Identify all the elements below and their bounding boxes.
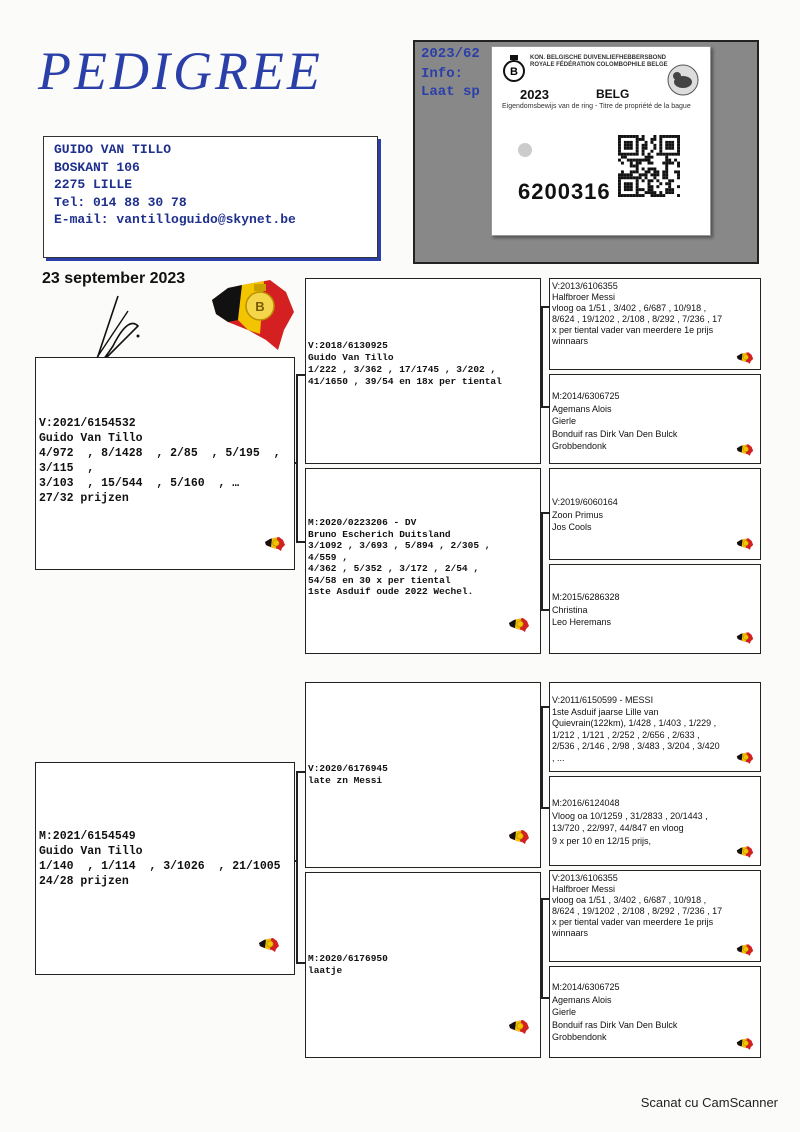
owner-name: GUIDO VAN TILLO (54, 142, 172, 157)
pedigree-box-sire (35, 357, 295, 570)
ring-number: V:2019/6060164 (552, 497, 618, 507)
connector-line (541, 306, 543, 407)
breeder: Leo Heremans (552, 617, 612, 627)
ring-number: M:2014/6306725 (552, 982, 620, 992)
connector-line (541, 609, 549, 611)
connector-line (541, 512, 549, 514)
belgium-flag-icon (736, 443, 754, 457)
connector-line (541, 706, 549, 708)
results-line: 1/212 , 1/121 , 2/252 , 2/656 , 2/633 , (552, 729, 700, 740)
results-line: 3/1092 , 3/693 , 5/894 , 2/305 , (308, 540, 491, 551)
results-line: , ... (552, 752, 565, 763)
card-year: 2023 (520, 87, 549, 102)
results-line: 54/58 en 30 x per tiental (308, 574, 451, 586)
card-property-text: Eigendomsbewijs van de ring - Titre de propriété de la bague (502, 103, 691, 110)
ring-card-photo (413, 40, 759, 264)
ring-number: V:2020/6176945 (308, 763, 388, 774)
belgium-flag-icon (736, 1037, 754, 1051)
connector-line (541, 706, 543, 808)
connector-line (541, 306, 549, 308)
results-line: 13/720 , 22/997, 44/847 en vloog (552, 823, 684, 833)
belgium-flag-icon (264, 536, 286, 552)
breeder-town: Gierle (552, 416, 577, 426)
ring-number: M:2014/6306725 (552, 391, 620, 401)
results-line: winnaars (552, 336, 589, 346)
results-line: 8/624 , 19/1202 , 2/108 , 8/292 , 7/236 , 17 (552, 906, 723, 916)
pigeon-note: Bonduif ras Dirk Van Den Bulck (552, 428, 678, 439)
belgium-flag-icon (736, 351, 754, 365)
connector-line (541, 997, 549, 999)
org-line-nl: KON. BELGISCHE DUIVENLIEFHEBBERSBOND (530, 55, 667, 61)
owner-street: BOSKANT 106 (54, 159, 140, 175)
org-line-fr: ROYALE FÉDÉRATION COLOMBOPHILE BELGE (530, 62, 668, 68)
belgium-flag-icon (736, 537, 754, 551)
card-ring-number: 6200316 (518, 179, 611, 204)
scanner-watermark: Scanat cu CamScanner (640, 1095, 778, 1110)
results-line: 4/972 , 8/1428 , 2/85 , 5/195 , (39, 447, 281, 460)
results-line: 8/624 , 19/1202 , 2/108 , 8/292 , 7/236 , 17 (552, 314, 723, 324)
results-line: x per tiental vader van meerdere 1e prijs (552, 917, 714, 927)
breeder: Bruno Escherich Duitsland (308, 528, 451, 540)
results-line: 9 x per 10 en 12/15 prijs, (552, 835, 652, 846)
info-bg-line: 2023/62 (421, 46, 480, 62)
page-title: PEDIGREE (38, 41, 323, 101)
belgium-flag-icon (258, 937, 280, 953)
pedigree-box-ddd (549, 966, 761, 1058)
results-line: 2/536 , 2/146 , 2/98 , 3/483 , 3/204 , 3/420 (552, 741, 720, 751)
ring-number: V:2018/6130925 (308, 340, 388, 351)
connector-line (541, 406, 549, 408)
pigeon-note: Halfbroer Messi (552, 292, 616, 302)
belgium-flag-icon (736, 943, 754, 957)
breeder: Guido Van Tillo (308, 352, 394, 363)
results-line: x per tiental vader van meerdere 1e prijs (552, 325, 714, 335)
ring-number: V:2013/6106355 (552, 873, 618, 883)
pigeon-note: Zoon Primus (552, 509, 604, 520)
results-line: 1/140 , 1/114 , 3/1026 , 21/1005 (39, 860, 281, 873)
pedigree-box-ssd (549, 374, 761, 464)
breeder: Agemans Alois (552, 994, 612, 1005)
owner-phone: Tel: 014 88 30 78 (54, 194, 187, 210)
pedigree-box-sdd (549, 564, 761, 654)
owner-address-box (43, 136, 378, 258)
breeder-town: Gierle (552, 1007, 577, 1017)
pedigree-box-sire-dam (305, 468, 541, 654)
belgium-flag-icon (736, 751, 754, 765)
belgium-flag-icon (508, 829, 530, 845)
ring-number: M:2015/6286328 (552, 592, 620, 602)
results-line: Quievrain(122km), 1/428 , 1/403 , 1/229 , (552, 718, 717, 728)
ring-number: M:2021/6154549 (39, 830, 136, 843)
connector-line (296, 374, 298, 542)
ring-card (491, 46, 711, 236)
connector-line (541, 898, 549, 900)
pedigree-box-dam (35, 762, 295, 975)
breeder: Guido Van Tillo (39, 432, 143, 445)
ring-number: M:2020/0223206 - DV (308, 517, 417, 528)
results-line: 3/103 , 15/544 , 5/160 , … (39, 477, 240, 490)
pigeon-note: Grobbendonk (552, 441, 607, 451)
info-bg-line: Laat sp (421, 84, 480, 100)
info-bg-line: Info: (421, 66, 464, 82)
results-line: 4/362 , 5/352 , 3/172 , 2/54 , (308, 563, 480, 574)
pedigree-box-sire-sire (305, 278, 541, 464)
ring-number: V:2013/6106355 (552, 281, 618, 291)
federation-logo-icon (502, 53, 526, 83)
breeder: Guido Van Tillo (39, 845, 143, 858)
results-line: 1/222 , 3/362 , 17/1745 , 3/202 , (308, 364, 497, 375)
card-organisation (530, 55, 668, 69)
breeder: late zn Messi (308, 775, 383, 786)
card-hole (518, 143, 532, 157)
results-line: Vloog oa 10/1259 , 31/2833 , 20/1443 , (552, 810, 708, 821)
results-line: 41/1650 , 39/54 en 18x per tiental (308, 376, 502, 387)
results-line: 4/559 , (308, 551, 348, 563)
connector-line (296, 771, 298, 963)
pigeon-note: Bonduif ras Dirk Van Den Bulck (552, 1019, 678, 1030)
pedigree-box-sss (549, 278, 761, 370)
ring-number: M:2020/6176950 (308, 953, 388, 964)
qr-code-icon (618, 135, 680, 197)
owner-city: 2275 LILLE (54, 177, 133, 192)
pedigree-box-dss (549, 682, 761, 772)
pigeon-note: Grobbendonk (552, 1032, 607, 1042)
pigeon-emblem-icon (666, 63, 700, 97)
breeder: Agemans Alois (552, 403, 612, 414)
pigeon-note: Halfbroer Messi (552, 884, 616, 894)
results-line: 1ste Asduif oude 2022 Wechel. (308, 586, 474, 597)
owner-email: E-mail: vantilloguido@skynet.be (54, 212, 296, 227)
svg-text:B: B (255, 299, 265, 314)
card-country: BELG (596, 87, 630, 101)
pedigree-box-sds (549, 468, 761, 560)
pedigree-box-dam-dam (305, 872, 541, 1058)
breeder: Jos Cools (552, 522, 592, 532)
results-line: 3/115 , (39, 462, 95, 475)
results-line: vloog oa 1/51 , 3/402 , 6/687 , 10/918 , (552, 303, 707, 313)
pigeon-name: Christina (552, 604, 588, 615)
ring-number: V:2011/6150599 - MESSI (552, 695, 654, 705)
ring-number: M:2016/6124048 (552, 798, 620, 808)
ring-number: V:2021/6154532 (39, 417, 136, 430)
pedigree-box-dds (549, 870, 761, 962)
connector-line (541, 512, 543, 610)
connector-line (541, 898, 543, 998)
results-line: 27/32 prijzen (39, 492, 129, 505)
pedigree-date: 23 september 2023 (42, 270, 186, 287)
belgium-flag-icon (508, 617, 530, 633)
belgium-map-logo-icon (208, 270, 298, 354)
belgium-flag-icon (508, 1019, 530, 1035)
results-line: 24/28 prijzen (39, 875, 129, 888)
results-line: winnaars (552, 928, 589, 938)
pedigree-box-dam-sire (305, 682, 541, 868)
results-line: vloog oa 1/51 , 3/402 , 6/687 , 10/918 , (552, 895, 707, 905)
svg-text:B: B (510, 66, 518, 78)
belgium-flag-icon (736, 631, 754, 645)
connector-line (541, 807, 549, 809)
results-line: 1ste Asduif jaarse Lille van (552, 706, 659, 717)
pedigree-box-dsd (549, 776, 761, 866)
breeder: laatje (308, 965, 343, 976)
belgium-flag-icon (736, 845, 754, 859)
